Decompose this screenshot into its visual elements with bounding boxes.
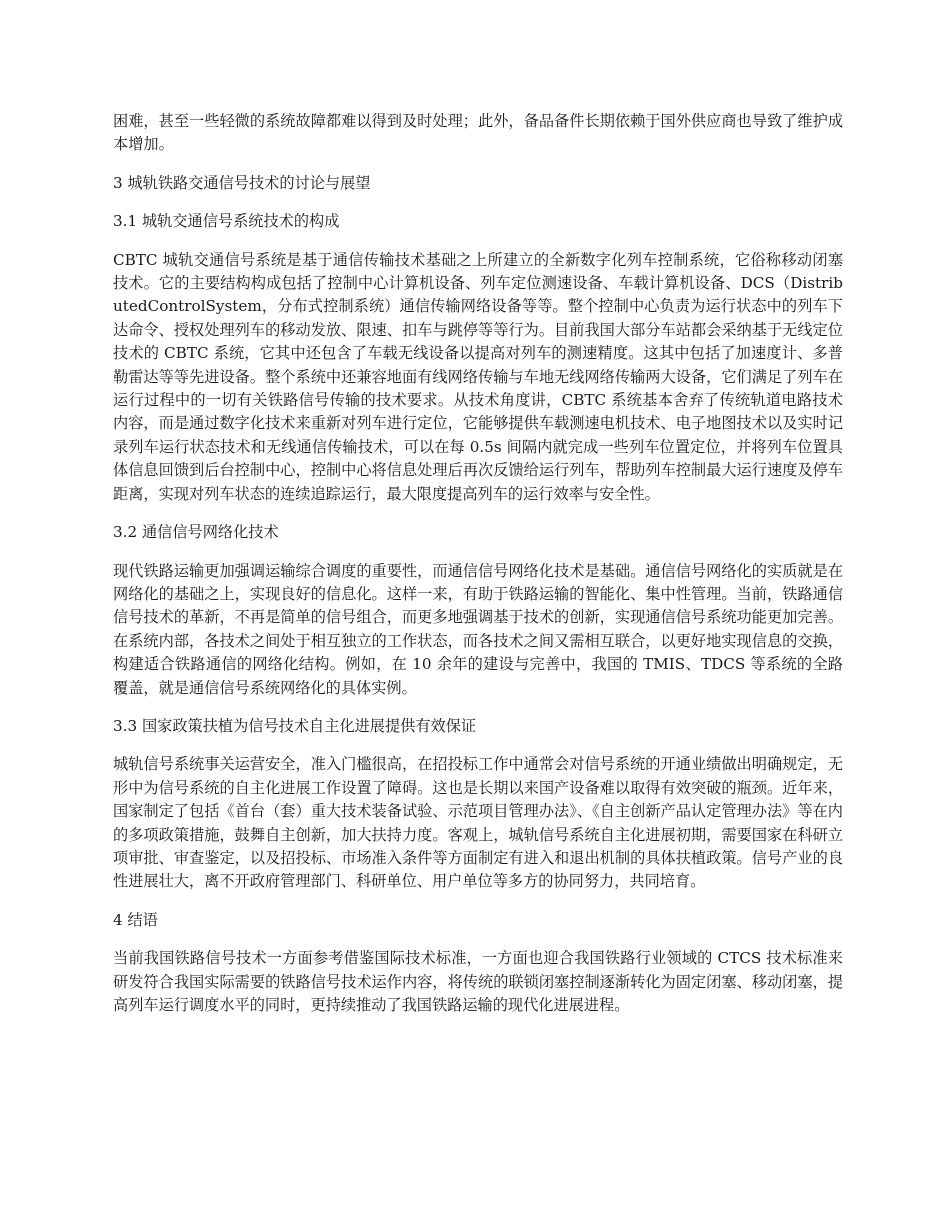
paragraph-3-2: 现代铁路运输更加强调运输综合调度的重要性，而通信信号网络化技术是基础。通信信号网络化的实质就是在网络化的基础之上，实现良好的信息化。这样一来，有助于铁路运输的智能化、集中性管理。当前，铁路通信信号技术的革新，不再是简单的信号组合，而更多地强调基于技术的创新，实现通信信号系统功能更加完善。在系统内部，各技术之间处于相互独立的工作状态，而各技术之间又需相互联合，以更好地实现信息的交换，构建适合铁路通信的网络化结构。例如，在 10 余年的建设与完善中，我国的 TMIS、TDCS 等系统的全路覆盖，就是通信信号系统网络化的具体实例。 xyxy=(113,561,843,697)
document-page xyxy=(113,110,843,1032)
subsection-heading-3-3: 3.3 国家政策扶植为信号技术自主化进展提供有效保证 xyxy=(113,716,477,735)
subsection-heading-3-1: 3.1 城轨交通信号系统技术的构成 xyxy=(113,212,340,231)
paragraph-4: 当前我国铁路信号技术一方面参考借鉴国际技术标准，一方面也迎合我国铁路行业领域的 CTCS 技术标准来研发符合我国实际需要的铁路信号技术运作内容，将传统的联锁闭塞控制逐渐转化为固定闭塞、移动闭塞，提高列车运行调度水平的同时，更持续推动了我国铁路运输的现代化进展进程。 xyxy=(113,949,843,1014)
section-heading-4: 4 结语 xyxy=(113,910,158,929)
section-heading-3: 3 城轨铁路交通信号技术的讨论与展望 xyxy=(113,173,371,192)
paragraph-continuation: 困难，甚至一些轻微的系统故障都难以得到及时处理；此外，备品备件长期依赖于国外供应商也导致了维护成本增加。 xyxy=(113,112,843,154)
subsection-heading-3-2: 3.2 通信信号网络化技术 xyxy=(113,523,279,542)
paragraph-3-1: CBTC 城轨交通信号系统是基于通信传输技术基础之上所建立的全新数字化列车控制系统，它俗称移动闭塞技术。它的主要结构构成包括了控制中心计算机设备、列车定位测速设备、车载计算机设备、DCS（DistributedControlSystem，分布式控制系统）通信传输网络设备等等。整个控制中心负责为运行状态中的列车下达命令、授权处理列车的移动发放、限速、扣车与跳停等等行为。目前我国大部分车站都会采纳基于无线定位技术的 CBTC 系统，它其中还包含了车载无线设备以提高对列车的测速精度。这其中包括了加速度计、多普勒雷达等等先进设备。整个系统中还兼容地面有线网络传输与车地无线网络传输两大设备，它们满足了列车在运行过程中的一切有关铁路信号传输的技术要求。从技术角度讲，CBTC 系统基本舍弃了传统轨道电路技术内容，而是通过数字化技术来重新对列车进行定位，它能够提供车载测速电机技术、电子地图技术以及实时记录列车运行状态技术和无线通信传输技术，可以在每 0.5s 间隔内就完成一些列车位置定位，并将列车位置具体信息回馈到后台控制中心，控制中心将信息处理后再次反馈给运行列车，帮助列车控制最大运行速度及停车距离，实现对列车状态的连续追踪运行，最大限度提高列车的运行效率与安全性。 xyxy=(113,250,843,503)
paragraph-3-3: 城轨信号系统事关运营安全，准入门槛很高，在招投标工作中通常会对信号系统的开通业绩做出明确规定，无形中为信号系统的自主化进展工作设置了障碍。这也是长期以来国产设备难以取得有效突破的瓶颈。近年来，国家制定了包括《首台（套）重大技术装备试验、示范项目管理办法》、《自主创新产品认定管理办法》等在内的多项政策措施，鼓舞自主创新，加大扶持力度。客观上，城轨信号系统自主化进展初期，需要国家在科研立项审批、审查鉴定，以及招投标、市场准入条件等方面制定有进入和退出机制的具体扶植政策。信号产业的良性进展壮大，离不开政府管理部门、科研单位、用户单位等多方的协同努力，共同培育。 xyxy=(113,755,843,891)
